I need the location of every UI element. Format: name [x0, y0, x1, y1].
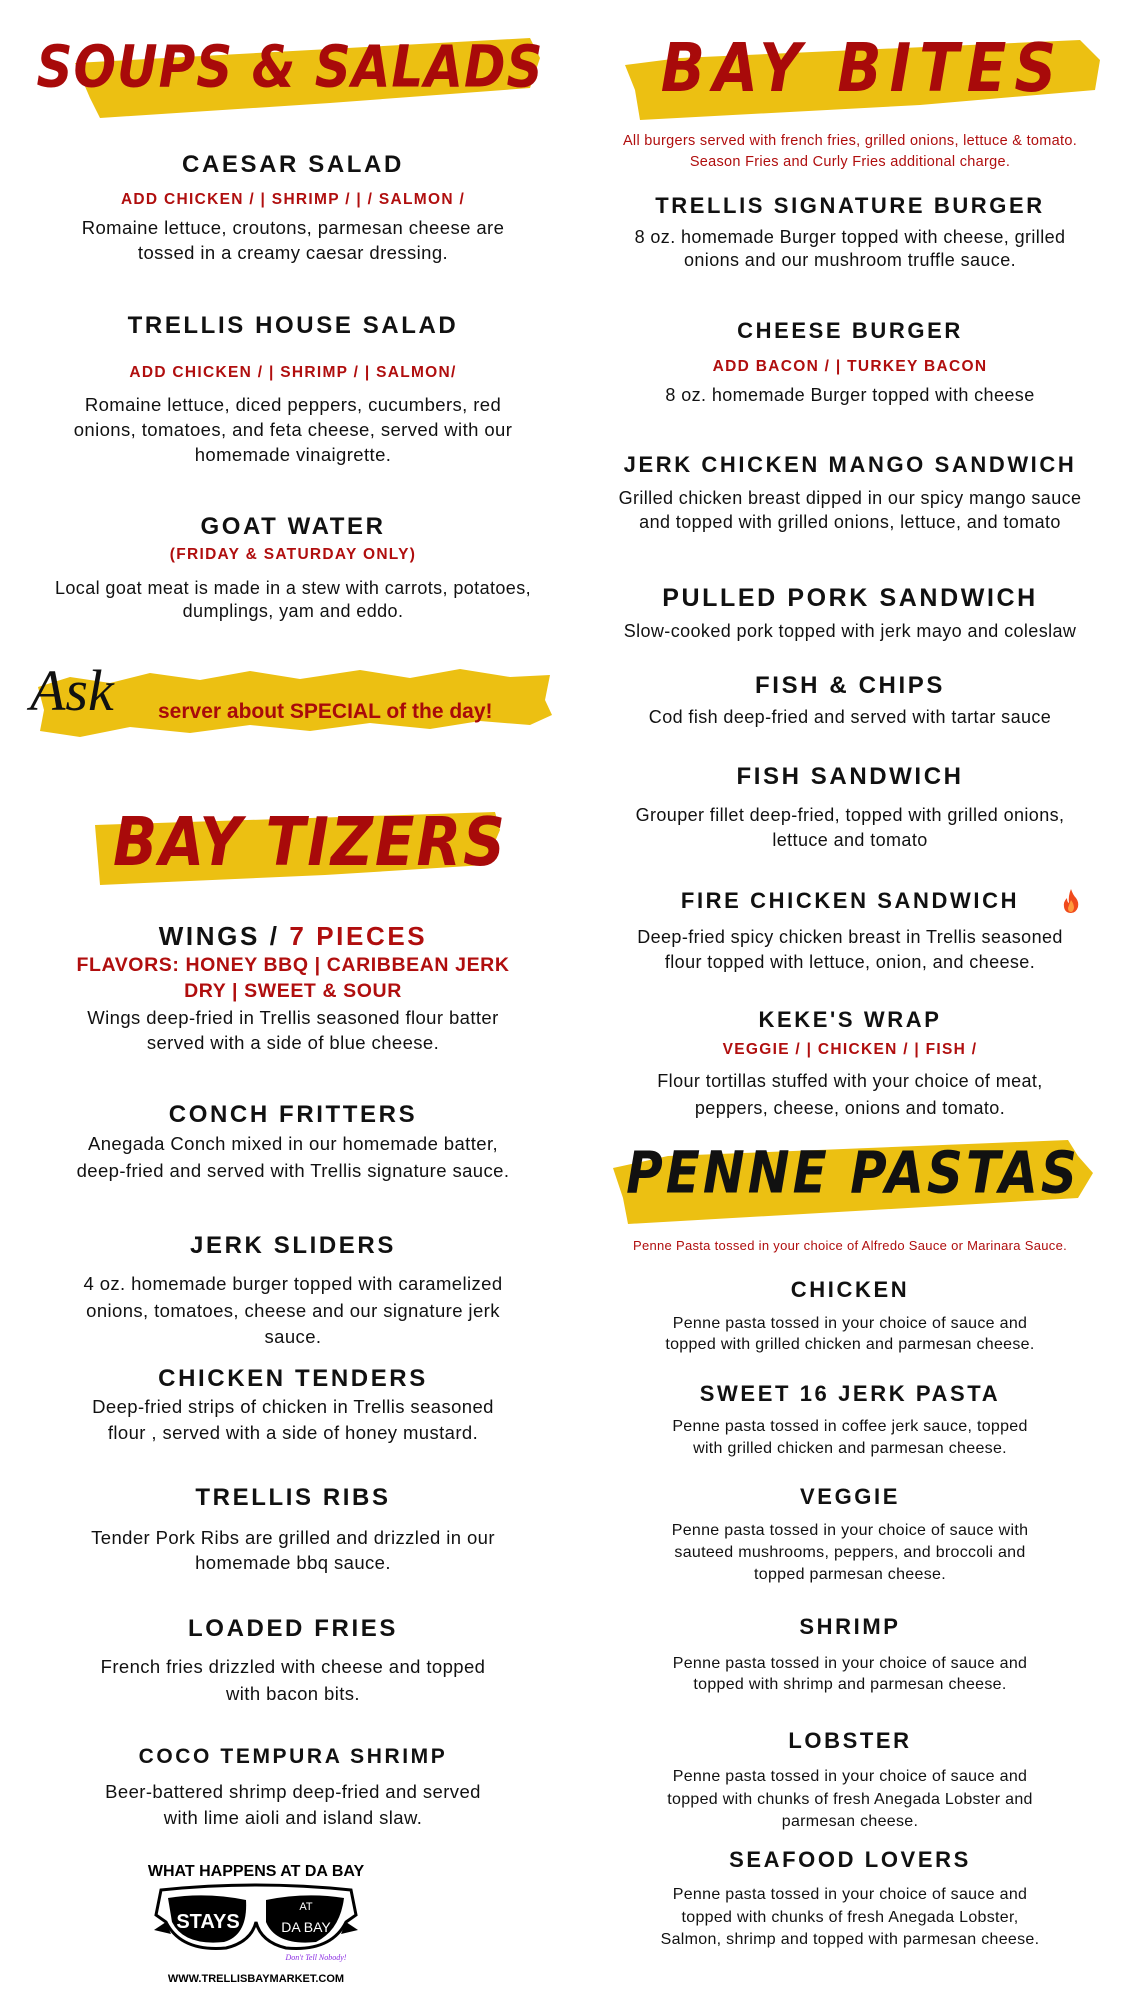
item-name: COCO TEMPURA SHRIMP [138, 1745, 448, 1768]
item-description: Grouper fillet deep-fried, topped with grilled onions, lettuce and tomato [635, 805, 1065, 850]
item-name: PULLED PORK SANDWICH [662, 584, 1038, 612]
item-description: Local goat meat is made in a stew with carrots, potatoes, dumplings, yam and eddo. [54, 578, 532, 621]
special-of-day-banner [30, 655, 555, 750]
pasta-note: Penne Pasta tossed in your choice of Alfredo Sauce or Marinara Sauce. [632, 1238, 1068, 1253]
item-name: SWEET 16 JERK PASTA [699, 1381, 1001, 1406]
item-description: Penne pasta tossed in your choice of sauce and topped with chunks of fresh Anegada Lobster and parmesan cheese. [667, 1768, 1033, 1830]
item-name: GOAT WATER [200, 513, 386, 540]
item-description: French fries drizzled with cheese and topped with bacon bits. [100, 1656, 486, 1704]
item-description: Anegada Conch mixed in our homemade batter, deep-fried and served with Trellis signature sauce. [76, 1133, 510, 1181]
item-description: Penne pasta tossed in your choice of sauce with sauteed mushrooms, peppers, and broccoli and topped parmesan cheese. [671, 1522, 1029, 1583]
section-title: BAY TIZERS [113, 802, 507, 882]
logo-tagline: WHAT HAPPENS AT DA BAY [147, 1863, 365, 1880]
soups-salads-banner [30, 18, 550, 123]
item-description: Cod fish deep-fried and served with tartar sauce [648, 707, 1052, 727]
item-description: 8 oz. homemade Burger topped with cheese [665, 385, 1035, 405]
bay-tizers-banner [75, 800, 545, 895]
trellis-logo [146, 1860, 366, 1990]
item-description: Grilled chicken breast dipped in our spicy mango sauce and topped with grilled onions, lettuce, and tomato [618, 488, 1082, 532]
item-name: FISH & CHIPS [755, 672, 945, 699]
svg-text:DA BAY: DA BAY [281, 1919, 331, 1935]
item-name: CAESAR SALAD [182, 151, 404, 178]
item-name: WINGS / 7 PIECES [158, 921, 428, 951]
wings-pieces: 7 PIECES [289, 921, 428, 951]
sunglasses-logo-icon [146, 1860, 366, 1990]
item-name: JERK CHICKEN MANGO SANDWICH [623, 452, 1077, 477]
svg-text:AT: AT [299, 1901, 313, 1913]
item-description: Flour tortillas stuffed with your choice of meat, peppers, cheese, onions and tomato. [657, 1071, 1043, 1118]
item-name: CONCH FRITTERS [168, 1101, 418, 1128]
item-description: Wings deep-fried in Trellis seasoned flour batter served with a side of blue cheese. [87, 1007, 499, 1053]
section-title: BAY BITES [660, 28, 1065, 108]
item-addons: ADD CHICKEN / | SHRIMP / | SALMON/ [129, 364, 457, 381]
item-name: TRELLIS HOUSE SALAD [127, 312, 459, 339]
item-addons: VEGGIE / | CHICKEN / | FISH / [722, 1041, 978, 1058]
item-availability: (FRIDAY & SATURDAY ONLY) [169, 546, 417, 563]
item-name: CHICKEN TENDERS [158, 1365, 428, 1392]
item-description: 4 oz. homemade burger topped with caramelized onions, tomatoes, cheese and our signature jerk sauce. [83, 1273, 503, 1347]
item-name: CHICKEN [790, 1277, 910, 1302]
logo-url: WWW.TRELLISBAYMARKET.COM [167, 1973, 345, 1985]
item-name: CHEESE BURGER [737, 318, 963, 343]
item-description: Penne pasta tossed in coffee jerk sauce, topped with grilled chicken and parmesan cheese. [672, 1418, 1028, 1457]
item-description: Penne pasta tossed in your choice of sauce and topped with grilled chicken and parmesan cheese. [665, 1315, 1035, 1353]
item-description: Deep-fried spicy chicken breast in Trellis seasoned flour topped with lettuce, onion, and cheese. [637, 927, 1063, 972]
ask-script: Ask [30, 658, 114, 723]
item-name: JERK SLIDERS [190, 1232, 396, 1259]
burger-note: All burgers served with french fries, grilled onions, lettuce & tomato. Season Fries and Curly Fries additional charge. [622, 133, 1078, 170]
item-name: TRELLIS SIGNATURE BURGER [655, 193, 1045, 218]
item-description: Slow-cooked pork topped with jerk mayo and coleslaw [623, 621, 1077, 641]
item-name: SEAFOOD LOVERS [729, 1847, 971, 1872]
section-title: PENNE PASTAS [626, 1139, 1080, 1207]
logo-stays: STAYS [176, 1911, 240, 1933]
item-description: Romaine lettuce, croutons, parmesan cheese are tossed in a creamy caesar dressing. [81, 217, 505, 263]
bay-bites-banner [620, 20, 1105, 130]
wing-flavors: FLAVORS: HONEY BBQ | CARIBBEAN JERK DRY | SWEET & SOUR [76, 954, 510, 1002]
item-name: KEKE'S WRAP [758, 1007, 942, 1032]
fire-icon [1062, 888, 1080, 914]
item-description: Tender Pork Ribs are grilled and drizzled in our homemade bbq sauce. [91, 1527, 495, 1573]
item-description: Deep-fried strips of chicken in Trellis seasoned flour , served with a side of honey mustard. [92, 1396, 494, 1443]
penne-pastas-banner [608, 1128, 1098, 1228]
item-name: LOBSTER [788, 1728, 912, 1753]
item-name: LOADED FRIES [188, 1615, 398, 1642]
special-text: server about SPECIAL of the day! [158, 700, 493, 723]
item-addons: ADD BACON / | TURKEY BACON [712, 358, 988, 375]
item-description: 8 oz. homemade Burger topped with cheese, grilled onions and our mushroom truffle sauce. [634, 227, 1066, 270]
item-description: Penne pasta tossed in your choice of sauce and topped with chunks of fresh Anegada Lobster, Salmon, shrimp and topped with parmesan cheese. [660, 1886, 1040, 1948]
item-addons: ADD CHICKEN / | SHRIMP / | / SALMON / [120, 191, 466, 208]
item-name: TRELLIS RIBS [195, 1484, 391, 1511]
item-name: VEGGIE [800, 1484, 900, 1509]
item-name: FIRE CHICKEN SANDWICH [680, 888, 1020, 913]
item-description: Penne pasta tossed in your choice of sauce and topped with shrimp and parmesan cheese. [672, 1655, 1028, 1693]
svg-text:Don't Tell Nobody!: Don't Tell Nobody! [285, 1953, 347, 1962]
section-title: SOUPS & SALADS [36, 33, 544, 101]
item-name: SHRIMP [799, 1614, 901, 1639]
item-description: Romaine lettuce, diced peppers, cucumbers, red onions, tomatoes, and feta cheese, served with our homemade vinaigrette. [73, 394, 513, 465]
item-name: FISH SANDWICH [736, 763, 964, 790]
item-description: Beer-battered shrimp deep-fried and served with lime aioli and island slaw. [105, 1781, 481, 1828]
